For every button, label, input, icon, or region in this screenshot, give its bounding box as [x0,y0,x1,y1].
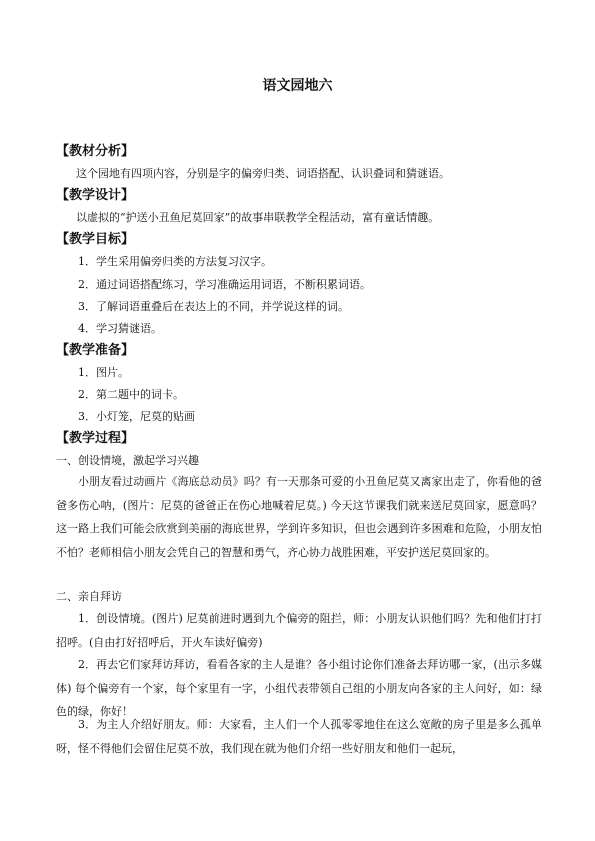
process-part2-title: 二、亲自拜访 [56,590,122,603]
heading-analysis: 【教材分析】 [56,144,135,159]
goal-item: 4．学习猜谜语。 [78,322,162,335]
goal-item: 1．学生采用偏旁归类的方法复习汉字。 [78,255,272,268]
heading-goals: 【教学目标】 [56,232,135,247]
prep-item: 3．小灯笼，尼莫的贴画 [78,410,195,423]
page-title: 语文园地六 [262,78,333,94]
analysis-text: 这个园地有四项内容，分别是字的偏旁归类、词语搭配、认识叠词和猜谜语。 [76,167,450,180]
process-part1-title: 一、创设情境，激起学习兴趣 [56,454,199,467]
prep-item: 2．第二题中的词卡。 [78,388,184,401]
heading-prep: 【教学准备】 [56,343,135,358]
heading-process: 【教学过程】 [56,431,135,446]
process-part2-item-3: 3．为主人介绍好朋友。师：大家看，主人们一个人孤零零地住在这么宽敞的房子里是多么孤单呀，怪不得他们会留住尼莫不放，我们现在就为他们介绍一些好朋友和他们一起玩， [56,718,542,755]
goal-item: 3．了解词语重叠后在表达上的不同，并学说这样的词。 [78,300,349,313]
goal-item: 2．通过词语搭配练习，学习准确运用词语，不断积累词语。 [78,278,371,291]
process-part2-item-1: 1．创设情境。(图片) 尼莫前进时遇到九个偏旁的阻拦，师：小朋友认识他们吗？先和他们打打招呼。(自由打好招呼后，开火车读好偏旁) [56,612,542,649]
design-text: 以虚拟的“护送小丑鱼尼莫回家”的故事串联教学全程活动，富有童话情趣。 [76,211,440,224]
heading-design: 【教学设计】 [56,188,135,203]
process-part2-item-2: 2．再去它们家拜访拜访，看看各家的主人是谁？各小组讨论你们准备去拜访哪一家，(出示多媒体) 每个偏旁有一个家，每个家里有一字，小组代表带领自己组的小朋友向各家的主人问好，如：绿色的绿，你好！ [56,658,542,719]
prep-item: 1．图片。 [78,366,129,379]
process-part1-text: 小朋友看过动画片《海底总动员》吗？有一天那条可爱的小丑鱼尼莫又离家出走了，你看他的爸爸多伤心呐，(图片：尼莫的爸爸正在伤心地喊着尼莫。) 今天这节课我们就来送尼莫回家，愿意吗？这一路上我们可能会欣赏到美丽的海底世界，学到许多知识，但也会遇到许多困难和危险，小朋友怕不怕？老师相信小朋友会凭自己的智慧和勇气，齐心协力战胜困难，平安护送尼莫回家的。 [56,475,542,559]
